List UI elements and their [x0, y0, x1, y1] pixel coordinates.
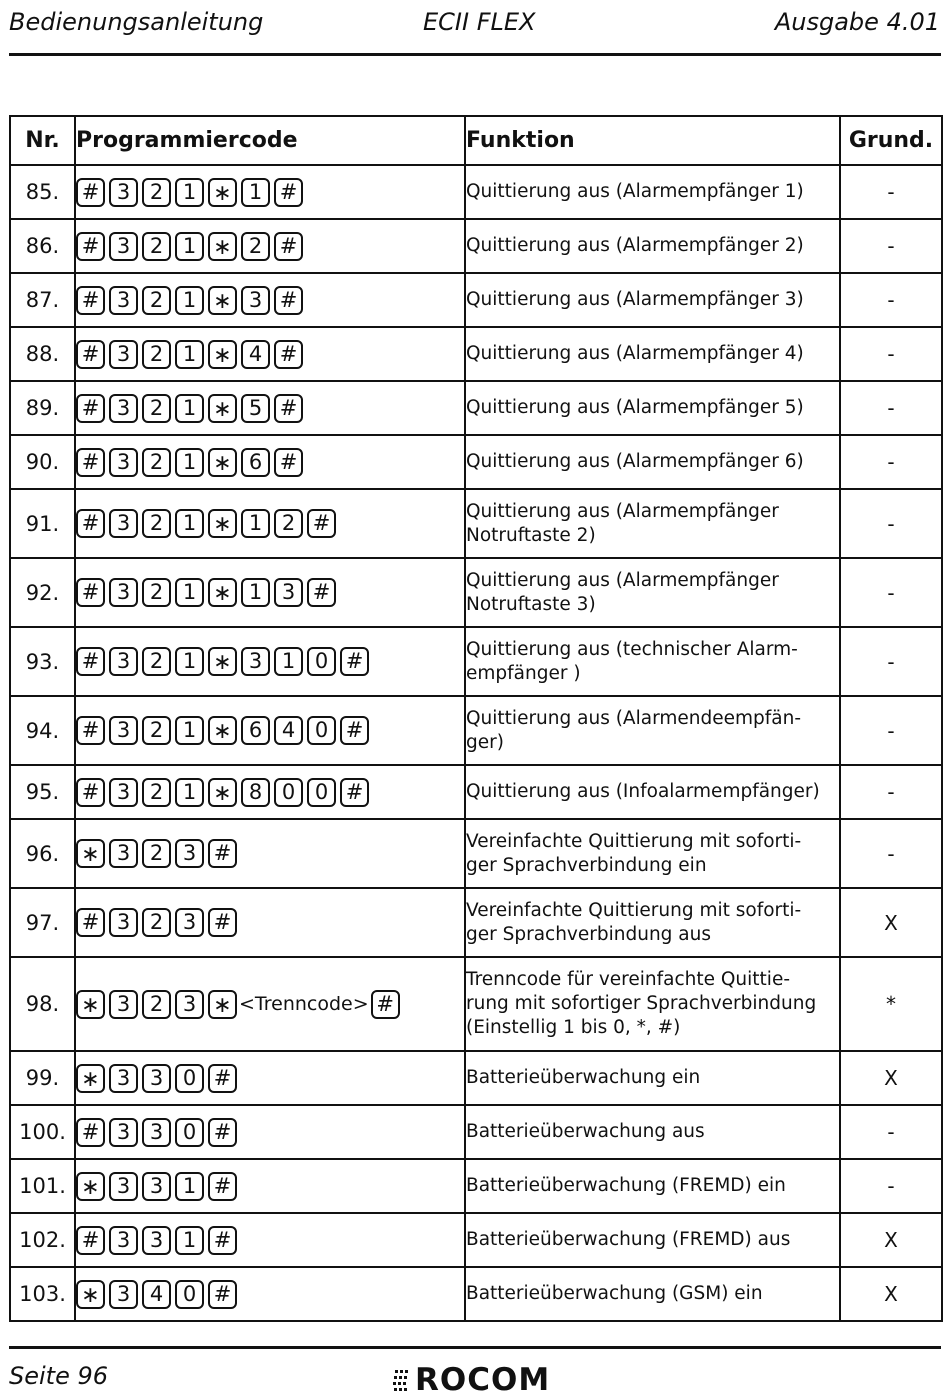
digit-key-icon: 2: [142, 778, 171, 807]
default-setting: -: [840, 165, 942, 219]
digit-key-icon: 1: [175, 647, 204, 676]
digit-key-icon: 3: [175, 839, 204, 868]
table-row: [10, 219, 942, 273]
row-number: 86.: [10, 219, 75, 273]
program-code: [75, 957, 465, 1051]
digit-key-icon: 2: [142, 178, 171, 207]
digit-key-icon: 1: [175, 286, 204, 315]
table-row: [10, 696, 942, 765]
table-row: [10, 273, 942, 327]
digit-key-icon: 3: [109, 1064, 138, 1093]
digit-key-icon: 3: [109, 1280, 138, 1309]
function-description: Batterieüberwachung (FREMD) ein: [465, 1159, 840, 1213]
function-description: Batterieüberwachung aus: [465, 1105, 840, 1159]
hash-key-icon: #: [76, 647, 105, 676]
hash-key-icon: #: [208, 1172, 237, 1201]
separator-code-label: <Trenncode>: [239, 993, 369, 1015]
rocom-logo-mark-icon: [393, 1368, 415, 1398]
hash-key-icon: #: [274, 394, 303, 423]
hash-key-icon: #: [76, 286, 105, 315]
digit-key-icon: 2: [142, 509, 171, 538]
program-code: [75, 888, 465, 957]
digit-key-icon: 1: [241, 509, 270, 538]
digit-key-icon: 3: [109, 1118, 138, 1147]
hash-key-icon: #: [76, 578, 105, 607]
star-key-icon: ∗: [76, 1064, 105, 1093]
digit-key-icon: 0: [175, 1064, 204, 1093]
table-row: [10, 1267, 942, 1321]
digit-key-icon: 2: [142, 232, 171, 261]
column-header-code: Programmiercode: [75, 116, 465, 165]
digit-key-icon: 3: [109, 647, 138, 676]
program-code: [75, 435, 465, 489]
star-key-icon: ∗: [208, 178, 237, 207]
default-setting: -: [840, 273, 942, 327]
row-number: 102.: [10, 1213, 75, 1267]
program-code: [75, 1105, 465, 1159]
digit-key-icon: 2: [142, 647, 171, 676]
default-setting: -: [840, 1105, 942, 1159]
digit-key-icon: 3: [109, 509, 138, 538]
digit-key-icon: 3: [109, 232, 138, 261]
digit-key-icon: 1: [175, 1172, 204, 1201]
default-setting: -: [840, 327, 942, 381]
star-key-icon: ∗: [208, 448, 237, 477]
function-description: Quittierung aus (Alarmempfänger 5): [465, 381, 840, 435]
hash-key-icon: #: [76, 394, 105, 423]
digit-key-icon: 3: [109, 908, 138, 937]
function-description: Batterieüberwachung (FREMD) aus: [465, 1213, 840, 1267]
digit-key-icon: 2: [241, 232, 270, 261]
hash-key-icon: #: [307, 578, 336, 607]
digit-key-icon: 2: [142, 716, 171, 745]
table-row: [10, 489, 942, 558]
default-setting: -: [840, 627, 942, 696]
row-number: 101.: [10, 1159, 75, 1213]
hash-key-icon: #: [76, 908, 105, 937]
hash-key-icon: #: [208, 1118, 237, 1147]
digit-key-icon: 2: [142, 340, 171, 369]
digit-key-icon: 3: [109, 178, 138, 207]
digit-key-icon: 1: [274, 647, 303, 676]
footer-rule: [9, 1346, 941, 1349]
function-description: Quittierung aus (Alarmempfänger 2): [465, 219, 840, 273]
table-header-row: [10, 116, 942, 165]
program-code: [75, 1213, 465, 1267]
default-setting: -: [840, 219, 942, 273]
program-code: [75, 1159, 465, 1213]
hash-key-icon: #: [208, 1064, 237, 1093]
digit-key-icon: 3: [109, 578, 138, 607]
hash-key-icon: #: [76, 232, 105, 261]
program-code: [75, 381, 465, 435]
function-description: Vereinfachte Quittierung mit soforti- ger Sprachverbindung aus: [465, 888, 840, 957]
default-setting: -: [840, 435, 942, 489]
star-key-icon: ∗: [208, 778, 237, 807]
function-description: Batterieüberwachung ein: [465, 1051, 840, 1105]
programming-code-table: [9, 115, 943, 1322]
hash-key-icon: #: [208, 1280, 237, 1309]
rocom-logo-wordmark: ROCOM: [415, 1362, 551, 1398]
star-key-icon: ∗: [208, 394, 237, 423]
star-key-icon: ∗: [76, 990, 105, 1019]
digit-key-icon: 3: [142, 1064, 171, 1093]
digit-key-icon: 3: [175, 908, 204, 937]
table-row: [10, 327, 942, 381]
program-code: [75, 1051, 465, 1105]
hash-key-icon: #: [340, 647, 369, 676]
table-row: [10, 558, 942, 627]
hash-key-icon: #: [307, 509, 336, 538]
program-code: [75, 219, 465, 273]
digit-key-icon: 3: [241, 647, 270, 676]
default-setting: X: [840, 1051, 942, 1105]
table-row: [10, 435, 942, 489]
digit-key-icon: 3: [109, 1226, 138, 1255]
table-row: [10, 627, 942, 696]
digit-key-icon: 6: [241, 448, 270, 477]
hash-key-icon: #: [274, 448, 303, 477]
digit-key-icon: 1: [175, 340, 204, 369]
digit-key-icon: 0: [307, 647, 336, 676]
digit-key-icon: 8: [241, 778, 270, 807]
digit-key-icon: 3: [109, 839, 138, 868]
function-description: Quittierung aus (Alarmempfänger 4): [465, 327, 840, 381]
digit-key-icon: 1: [175, 448, 204, 477]
function-description: Quittierung aus (Alarmempfänger Notruftaste 3): [465, 558, 840, 627]
table-row: [10, 765, 942, 819]
program-code: [75, 327, 465, 381]
digit-key-icon: 4: [241, 340, 270, 369]
default-setting: -: [840, 381, 942, 435]
function-description: Batterieüberwachung (GSM) ein: [465, 1267, 840, 1321]
table-row: [10, 1105, 942, 1159]
program-code: [75, 819, 465, 888]
digit-key-icon: 1: [175, 778, 204, 807]
digit-key-icon: 3: [109, 448, 138, 477]
digit-key-icon: 2: [142, 448, 171, 477]
column-header-default: Grund.: [840, 116, 942, 165]
function-description: Quittierung aus (Alarmempfänger 6): [465, 435, 840, 489]
rocom-logo: [393, 1364, 558, 1398]
hash-key-icon: #: [76, 778, 105, 807]
row-number: 90.: [10, 435, 75, 489]
row-number: 85.: [10, 165, 75, 219]
digit-key-icon: 3: [109, 716, 138, 745]
digit-key-icon: 3: [274, 578, 303, 607]
header-edition: Ausgabe 4.01: [774, 8, 940, 36]
hash-key-icon: #: [76, 178, 105, 207]
default-setting: -: [840, 765, 942, 819]
table-row: [10, 819, 942, 888]
row-number: 97.: [10, 888, 75, 957]
star-key-icon: ∗: [208, 990, 237, 1019]
digit-key-icon: 3: [109, 990, 138, 1019]
hash-key-icon: #: [274, 286, 303, 315]
function-description: Vereinfachte Quittierung mit soforti- ger Sprachverbindung ein: [465, 819, 840, 888]
digit-key-icon: 1: [175, 578, 204, 607]
digit-key-icon: 0: [274, 778, 303, 807]
table-body: [10, 165, 942, 1321]
row-number: 103.: [10, 1267, 75, 1321]
digit-key-icon: 0: [175, 1280, 204, 1309]
digit-key-icon: 1: [175, 716, 204, 745]
star-key-icon: ∗: [76, 1280, 105, 1309]
row-number: 91.: [10, 489, 75, 558]
hash-key-icon: #: [76, 716, 105, 745]
digit-key-icon: 4: [142, 1280, 171, 1309]
hash-key-icon: #: [274, 178, 303, 207]
function-description: Quittierung aus (Infoalarmempfänger): [465, 765, 840, 819]
digit-key-icon: 3: [109, 340, 138, 369]
hash-key-icon: #: [76, 340, 105, 369]
star-key-icon: ∗: [208, 509, 237, 538]
digit-key-icon: 0: [307, 716, 336, 745]
digit-key-icon: 1: [175, 394, 204, 423]
row-number: 92.: [10, 558, 75, 627]
digit-key-icon: 3: [142, 1226, 171, 1255]
row-number: 99.: [10, 1051, 75, 1105]
row-number: 98.: [10, 957, 75, 1051]
star-key-icon: ∗: [208, 716, 237, 745]
program-code: [75, 765, 465, 819]
program-code: [75, 627, 465, 696]
digit-key-icon: 1: [175, 232, 204, 261]
default-setting: -: [840, 819, 942, 888]
hash-key-icon: #: [76, 448, 105, 477]
digit-key-icon: 4: [274, 716, 303, 745]
digit-key-icon: 1: [241, 178, 270, 207]
page-number: Seite 96: [9, 1362, 109, 1390]
row-number: 87.: [10, 273, 75, 327]
digit-key-icon: 1: [175, 509, 204, 538]
hash-key-icon: #: [208, 1226, 237, 1255]
hash-key-icon: #: [340, 778, 369, 807]
function-description: Quittierung aus (Alarmempfänger 3): [465, 273, 840, 327]
row-number: 88.: [10, 327, 75, 381]
default-setting: -: [840, 696, 942, 765]
digit-key-icon: 2: [142, 908, 171, 937]
default-setting: X: [840, 888, 942, 957]
hash-key-icon: #: [208, 839, 237, 868]
star-key-icon: ∗: [76, 1172, 105, 1201]
digit-key-icon: 2: [142, 394, 171, 423]
row-number: 95.: [10, 765, 75, 819]
digit-key-icon: 1: [241, 578, 270, 607]
digit-key-icon: 1: [175, 178, 204, 207]
default-setting: X: [840, 1267, 942, 1321]
digit-key-icon: 2: [274, 509, 303, 538]
digit-key-icon: 2: [142, 990, 171, 1019]
digit-key-icon: 3: [175, 990, 204, 1019]
digit-key-icon: 3: [109, 286, 138, 315]
hash-key-icon: #: [76, 1118, 105, 1147]
digit-key-icon: 3: [142, 1118, 171, 1147]
star-key-icon: ∗: [208, 286, 237, 315]
row-number: 89.: [10, 381, 75, 435]
header-manual-title: Bedienungsanleitung: [9, 8, 264, 36]
digit-key-icon: 0: [175, 1118, 204, 1147]
digit-key-icon: 5: [241, 394, 270, 423]
function-description: Quittierung aus (technischer Alarm- empfänger ): [465, 627, 840, 696]
function-description: Quittierung aus (Alarmendeempfän- ger): [465, 696, 840, 765]
digit-key-icon: 2: [142, 286, 171, 315]
column-header-nr: Nr.: [10, 116, 75, 165]
page-header: [9, 8, 940, 42]
function-description: Quittierung aus (Alarmempfänger 1): [465, 165, 840, 219]
digit-key-icon: 3: [109, 778, 138, 807]
row-number: 96.: [10, 819, 75, 888]
star-key-icon: ∗: [76, 839, 105, 868]
table-row: [10, 957, 942, 1051]
row-number: 94.: [10, 696, 75, 765]
star-key-icon: ∗: [208, 578, 237, 607]
table-row: [10, 381, 942, 435]
hash-key-icon: #: [274, 340, 303, 369]
digit-key-icon: 6: [241, 716, 270, 745]
digit-key-icon: 3: [142, 1172, 171, 1201]
column-header-function: Funktion: [465, 116, 840, 165]
header-product-name: ECII FLEX: [423, 8, 536, 36]
default-setting: -: [840, 1159, 942, 1213]
digit-key-icon: 3: [109, 1172, 138, 1201]
digit-key-icon: 2: [142, 839, 171, 868]
digit-key-icon: 3: [109, 394, 138, 423]
default-setting: *: [840, 957, 942, 1051]
digit-key-icon: 0: [307, 778, 336, 807]
program-code: [75, 165, 465, 219]
row-number: 93.: [10, 627, 75, 696]
header-rule: [9, 53, 941, 56]
hash-key-icon: #: [76, 509, 105, 538]
program-code: [75, 273, 465, 327]
hash-key-icon: #: [208, 908, 237, 937]
function-description: Quittierung aus (Alarmempfänger Notruftaste 2): [465, 489, 840, 558]
default-setting: -: [840, 558, 942, 627]
table-row: [10, 1213, 942, 1267]
table-row: [10, 1159, 942, 1213]
hash-key-icon: #: [371, 990, 400, 1019]
program-code: [75, 1267, 465, 1321]
star-key-icon: ∗: [208, 647, 237, 676]
table-row: [10, 888, 942, 957]
hash-key-icon: #: [340, 716, 369, 745]
default-setting: -: [840, 489, 942, 558]
program-code: [75, 696, 465, 765]
star-key-icon: ∗: [208, 232, 237, 261]
hash-key-icon: #: [76, 1226, 105, 1255]
digit-key-icon: 2: [142, 578, 171, 607]
table-row: [10, 165, 942, 219]
table-row: [10, 1051, 942, 1105]
digit-key-icon: 1: [175, 1226, 204, 1255]
program-code: [75, 558, 465, 627]
program-code: [75, 489, 465, 558]
hash-key-icon: #: [274, 232, 303, 261]
function-description: Trenncode für vereinfachte Quittie- rung mit sofortiger Sprachverbindung (Einstellig 1 bis 0, *, #): [465, 957, 840, 1051]
star-key-icon: ∗: [208, 340, 237, 369]
row-number: 100.: [10, 1105, 75, 1159]
digit-key-icon: 3: [241, 286, 270, 315]
default-setting: X: [840, 1213, 942, 1267]
